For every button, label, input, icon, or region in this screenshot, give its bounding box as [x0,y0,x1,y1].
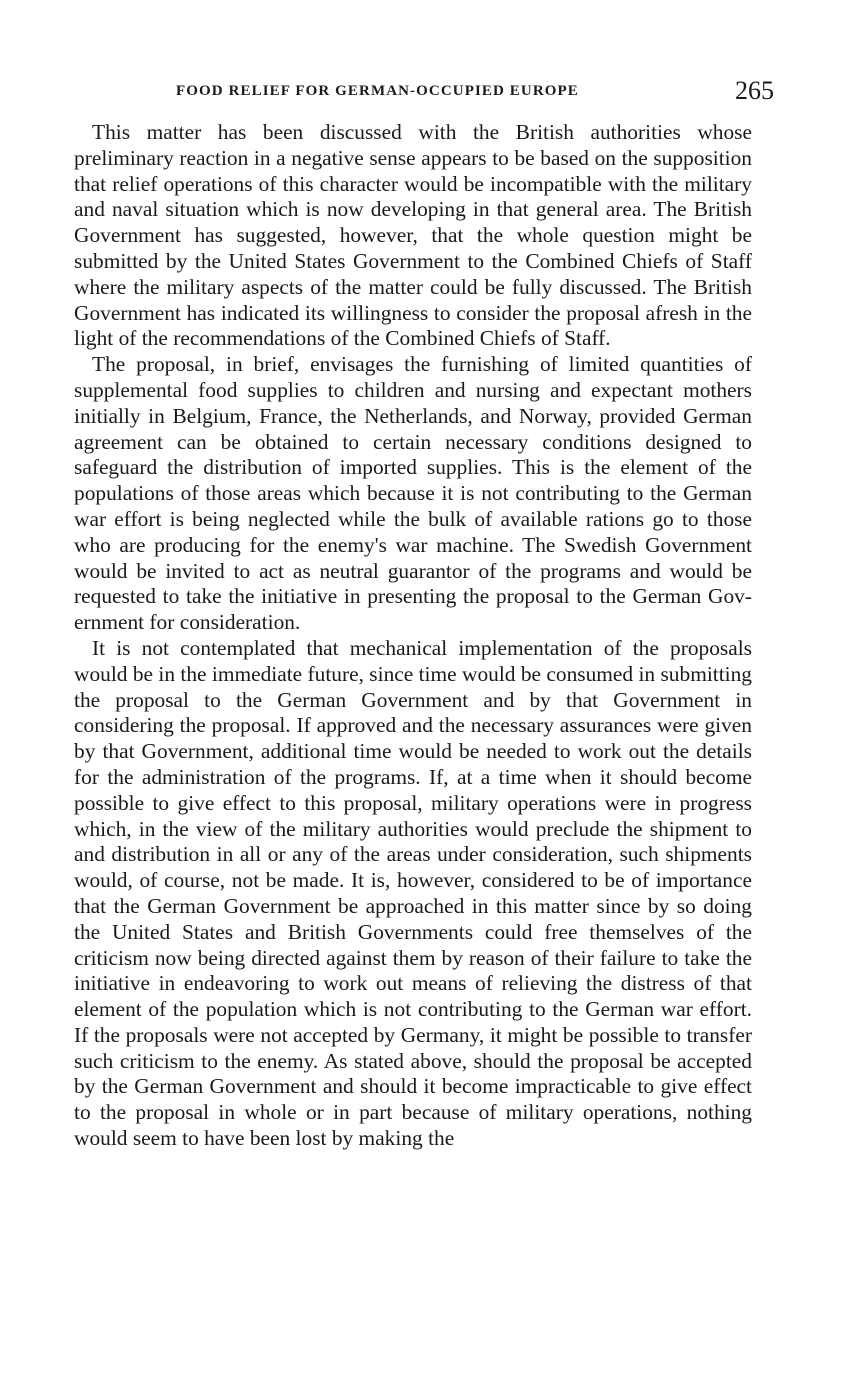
page-header [76,76,774,108]
paragraph: It is not contemplated that mechanical implementation of the proposals would be in the immediate future, since time would be consumed in submitting the proposal to the German Government and by that Government in considering the proposal. If approved and the necessary assurances were given by that Government, additional time would be needed to work out the details for the administration of the programs. If, at a time when it should become possible to give effect to this proposal, military operations were in progress which, in the view of the military authorities would preclude the shipment to and distribution in all or any of the areas under consideration, such shipments would, of course, not be made. It is, however, considered to be of importance that the German Government be approached in this matter since by so doing the United States and British Governments could free themselves of the criticism now being directed against them by reason of their failure to take the initiative in endeavoring to work out means of relieving the distress of that element of the population which is not contributing to the German war effort. If the proposals were not accepted by Germany, it might be possible to transfer such criticism to the enemy. As stated above, should the proposal be accepted by the German Government and should it become impracticable to give effect to the proposal in whole or in part because of military operations, nothing would seem to have been lost by making the [74,635,752,1151]
paragraph: This matter has been discussed with the British authorities whose preliminary reaction in a negative sense appears to be based on the supposition that relief operations of this character would be incompatible with the military and naval situation which is now developing in that general area. The British Government has suggested, however, that the whole question might be submitted by the United States Government to the Combined Chiefs of Staff where the military aspects of the matter could be fully discussed. The British Government has indicated its willingness to consider the proposal afresh in the light of the recommendations of the Combined Chiefs of Staff. [74,120,752,351]
page-number: 265 [735,76,774,105]
running-title: FOOD RELIEF FOR GERMAN-OCCUPIED EUROPE [176,83,579,99]
paragraph: The proposal, in brief, envisages the furnishing of limited quantities of supplemental food supplies to children and nursing and expectant mothers initially in Belgium, France, the Netherlands, and Norway, provided German agreement can be obtained to certain necessary conditions designed to safeguard the distribution of imported supplies. This is the element of the populations of those areas which because it is not contributing to the German war effort is being neglected while the bulk of available rations go to those who are producing for the enemy's war machine. The Swedish Government would be invited to act as neutral guarantor of the programs and would be requested to take the initiative in presenting the proposal to the German Government for consideration. [74,352,752,635]
body-text [74,120,752,1152]
